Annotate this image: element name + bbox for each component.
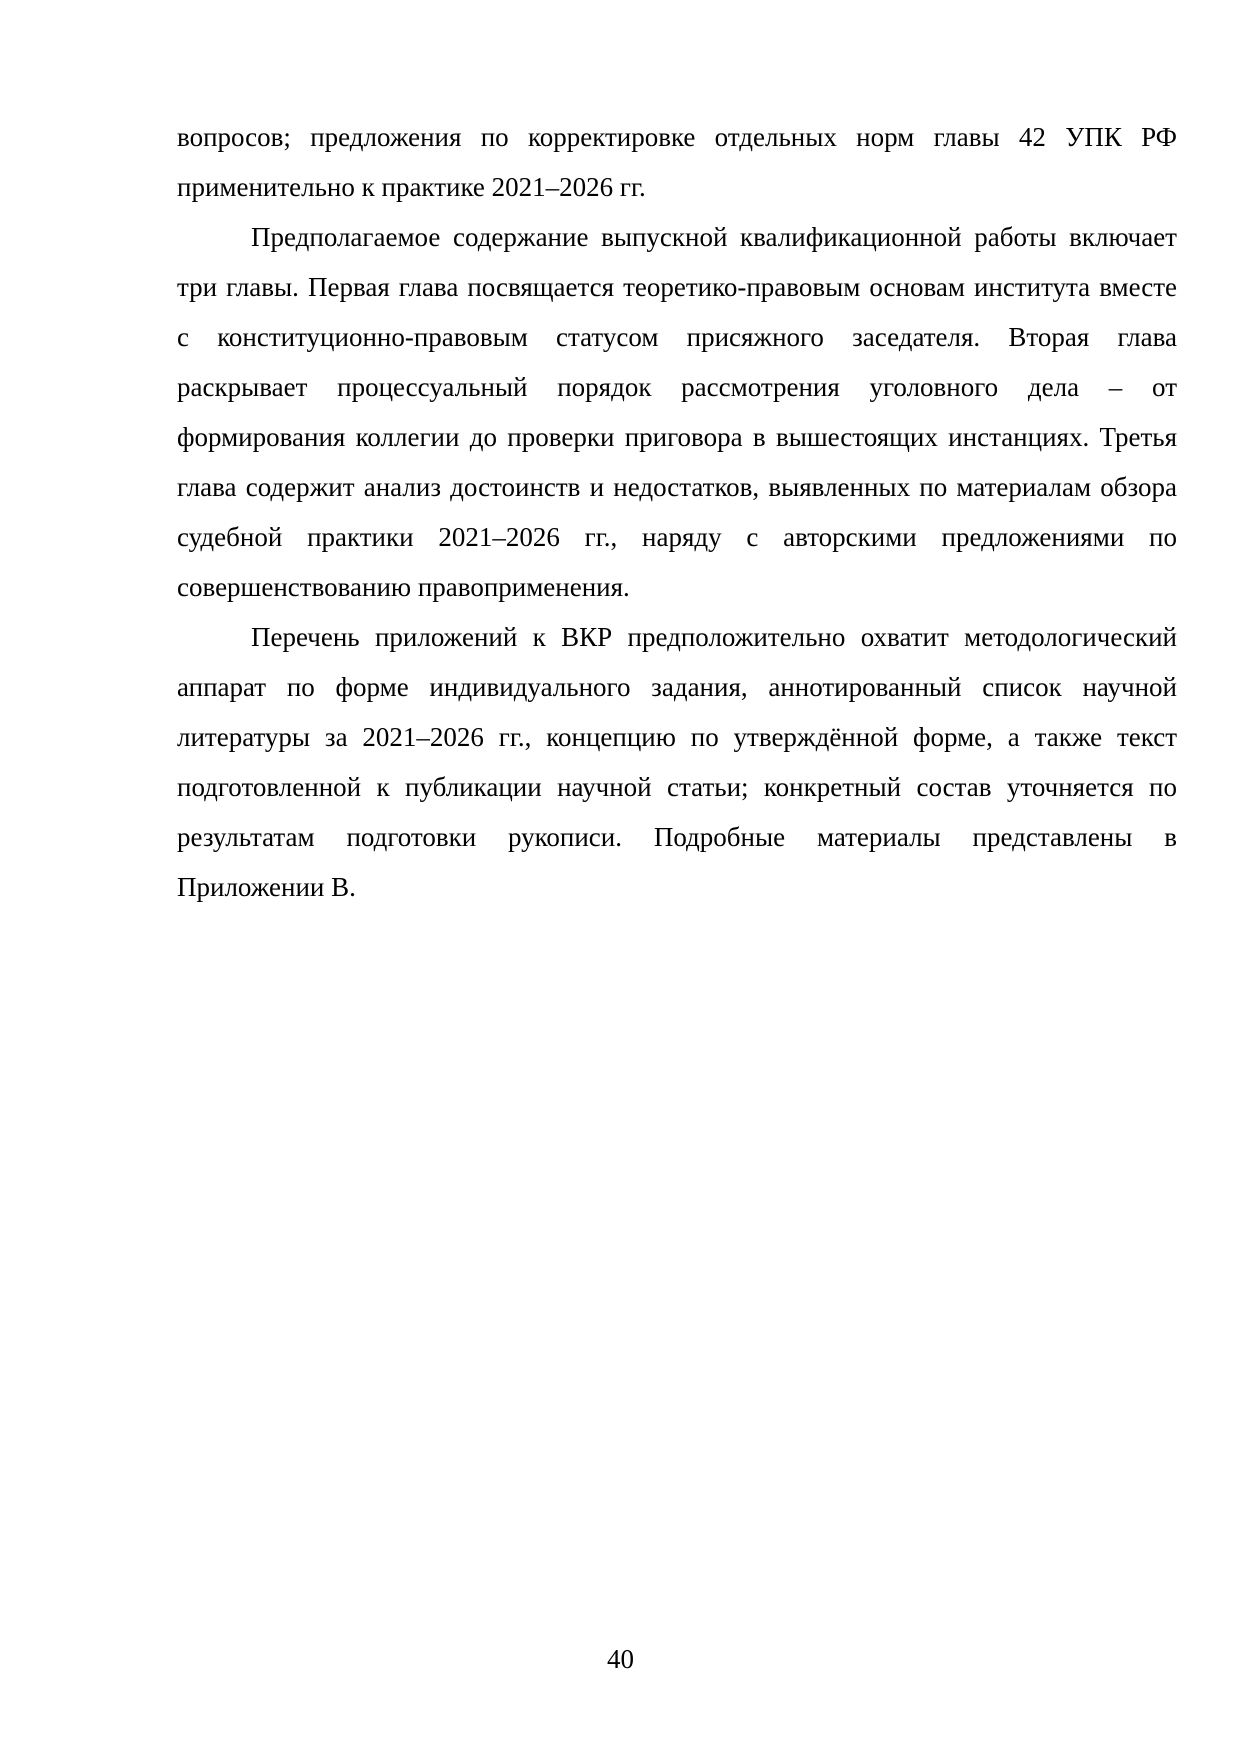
paragraph-thesis-structure: Предполагаемое содержание выпускной квалификационной работы включает три главы. Первая глава посвящается теоретико-правовым основам института вместе с конституционно-правовым статусом присяжного заседателя. Вторая глава раскрывает процессуальный порядок рассмотрения уголовного дела – от формирования коллегии до проверки приговора в вышестоящих инстанциях. Третья глава содержит анализ достоинств и недостатков, выявленных по материалам обзора судебной практики 2021–2026 гг., наряду с авторскими предложениями по совершенствованию правоприменения. [177, 222, 1177, 602]
body-text [177, 112, 1177, 912]
paragraph-appendices: Перечень приложений к ВКР предположительно охватит методологический аппарат по форме индивидуального задания, аннотированный список научной литературы за 2021–2026 гг., концепцию по утверждённой форме, а также текст подготовленной к публикации научной статьи; конкретный состав уточняется по результатам подготовки рукописи. Подробные материалы представлены в Приложении В. [177, 622, 1177, 902]
paragraph-continuation: вопросов; предложения по корректировке отдельных норм главы 42 УПК РФ применительно к практике 2021–2026 гг. [177, 122, 1177, 202]
page-number: 40 [607, 1644, 634, 1674]
